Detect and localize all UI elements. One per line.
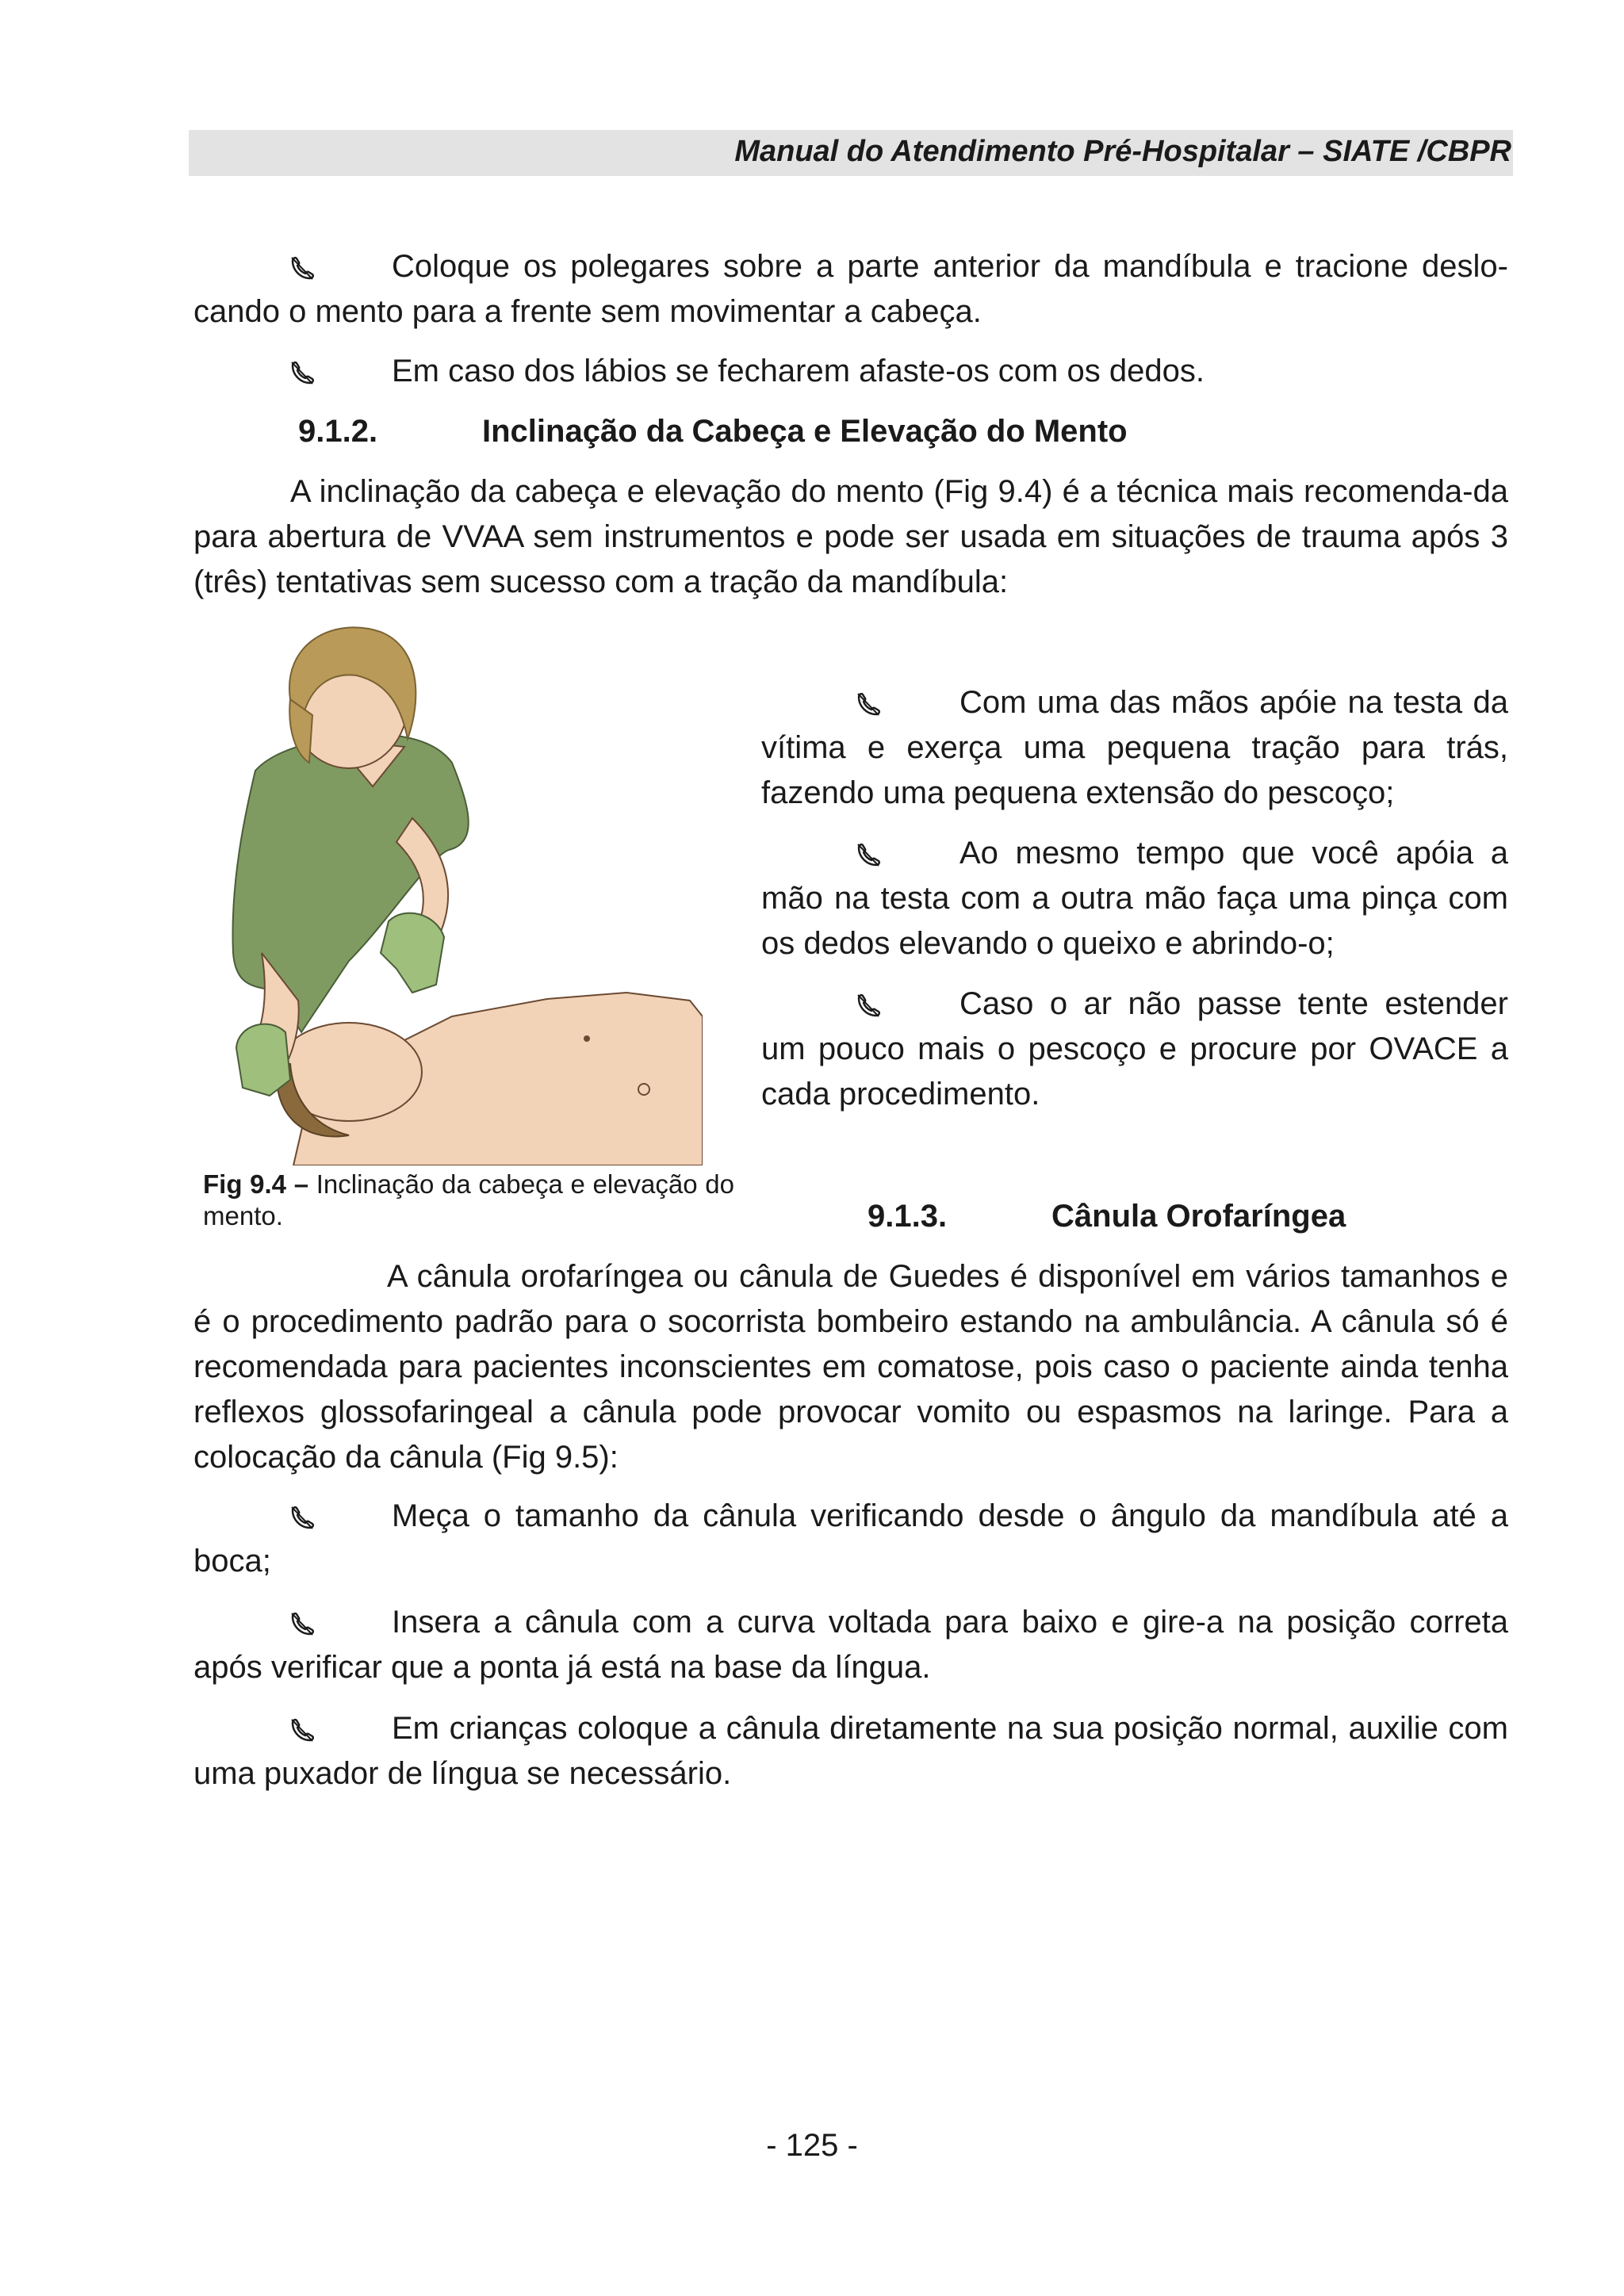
side-bullet-item: [761, 831, 1508, 966]
section-913-paragraph: A cânula orofaríngea ou cânula de Guedes é disponível em vários tamanhos e é o procedimento padrão para o socorrista bombeiro estando na ambulância. A cânula só é recomendada para pacientes inconscientes em comatose, pois caso o paciente ainda tenha reflexos glossofaringeal a cânula pode provocar vomito ou espasmos na laringe. Para a colocação da cânula (Fig 9.5):: [193, 1259, 1508, 1475]
section-heading-913: [868, 1194, 1346, 1239]
bullet-text: Caso o ar não passe tente estender um pouco mais o pescoço e procure por OVACE a cada procedimento.: [761, 986, 1508, 1112]
bullet-text: Meça o tamanho da cânula verificando desde o ângulo da mandíbula até a boca;: [193, 1498, 1508, 1578]
side-bullet-item: [761, 680, 1508, 816]
telephone-bullet-icon: [289, 359, 316, 386]
figure-caption: [203, 1169, 734, 1232]
bullet-item: [193, 244, 1508, 335]
telephone-bullet-icon: [855, 992, 882, 1019]
section-title: Cânula Orofaríngea: [1051, 1199, 1346, 1234]
section-912-paragraph: A inclinação da cabeça e elevação do mento (Fig 9.4) é a técnica mais recomenda-da para abertura de VVAA sem instrumentos e pode ser usada em situações de trauma após 3 (três) tentativas sem sucesso com a tração da mandíbula:: [193, 474, 1508, 599]
bullet-item: [193, 1706, 1508, 1797]
side-bullet-item: [761, 982, 1508, 1117]
section-number: 9.1.3.: [868, 1199, 948, 1234]
figure-head-tilt-chin-lift: [214, 620, 703, 1165]
telephone-bullet-icon: [289, 1504, 316, 1531]
bullet-text: Coloque os polegares sobre a parte anterior da mandíbula e tracione deslo-cando o mento para a frente sem movimentar a cabeça.: [193, 249, 1508, 329]
bullet-text: Com uma das mãos apóie na testa da vítima e exerça uma pequena tração para trás, fazendo uma pequena extensão do pescoço;: [761, 685, 1508, 810]
bullet-text: Insera a cânula com a curva voltada para baixo e gire-a na posição correta após verificar que a ponta já está na base da língua.: [193, 1605, 1508, 1685]
caption-text: Inclinação da cabeça e elevação do mento.: [203, 1169, 734, 1230]
running-header: [189, 130, 1513, 176]
bullet-text: Em caso dos lábios se fecharem afaste-os com os dedos.: [392, 354, 1205, 388]
section-number: 9.1.2.: [298, 414, 378, 449]
telephone-bullet-icon: [289, 254, 316, 281]
bullet-text: Em crianças coloque a cânula diretamente na sua posição normal, auxilie com uma puxador de língua se necessário.: [193, 1711, 1508, 1791]
telephone-bullet-icon: [855, 841, 882, 868]
header-title: Manual do Atendimento Pré-Hospitalar – SIATE /CBPR: [734, 135, 1511, 168]
bullet-item: [193, 1600, 1508, 1690]
telephone-bullet-icon: [855, 691, 882, 718]
telephone-bullet-icon: [289, 1610, 316, 1637]
section-heading-912: [298, 409, 1128, 454]
bullet-text: Ao mesmo tempo que você apóia a mão na testa com a outra mão faça uma pinça com os dedos elevando o queixo e abrindo-o;: [761, 836, 1508, 961]
page-number: - 125 -: [766, 2128, 858, 2163]
telephone-bullet-icon: [289, 1716, 316, 1743]
caption-label: Fig 9.4 –: [203, 1169, 309, 1199]
section-title: Inclinação da Cabeça e Elevação do Mento: [482, 414, 1128, 449]
bullet-item: [193, 1494, 1508, 1584]
bullet-item: [193, 349, 1508, 394]
